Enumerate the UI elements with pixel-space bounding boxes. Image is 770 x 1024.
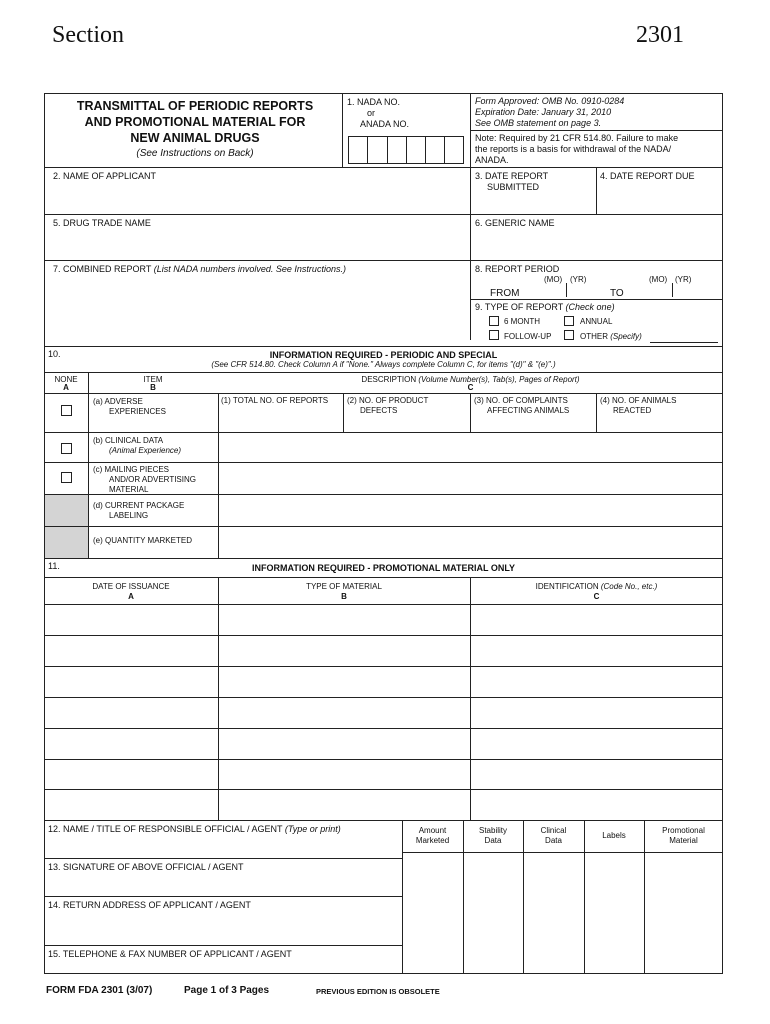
section-11-number: 11. xyxy=(48,561,60,571)
nada-or: or xyxy=(367,108,376,118)
promotional-material-cell[interactable] xyxy=(645,853,722,973)
col-item: ITEM xyxy=(143,375,163,384)
footer-form-id: FORM FDA 2301 (3/07) xyxy=(46,985,153,996)
to-yr: (YR) xyxy=(675,275,692,284)
field-applicant-name[interactable]: 2. NAME OF APPLICANT xyxy=(53,171,157,181)
none-gray-labeling xyxy=(45,495,88,526)
col-clinical-data-2: Data xyxy=(545,836,562,845)
stability-data-cell[interactable] xyxy=(464,853,522,973)
form-title-sub: (See Instructions on Back) xyxy=(136,148,254,159)
col-type-b: B xyxy=(341,592,347,601)
promo-row[interactable] xyxy=(45,636,722,666)
section-heading: Section xyxy=(52,22,124,48)
anada-label: ANADA NO. xyxy=(360,119,410,129)
item-clinical-1: (b) CLINICAL DATA xyxy=(93,436,164,445)
col-c: C xyxy=(467,383,474,392)
item-labeling-2: LABELING xyxy=(109,511,149,520)
field-trade-name[interactable]: 5. DRUG TRADE NAME xyxy=(53,218,151,228)
adverse-total-reports[interactable]: (1) TOTAL NO. OF REPORTS xyxy=(221,396,329,405)
col-amount-marketed-2: Marketed xyxy=(415,836,450,845)
field-generic-name[interactable]: 6. GENERIC NAME xyxy=(475,218,555,228)
col-stability-data-1: Stability xyxy=(478,826,507,835)
col-ident-c: C xyxy=(593,592,600,601)
official-name-label: 12. NAME / TITLE OF RESPONSIBLE OFFICIAL / AGENT xyxy=(48,824,283,834)
labeling-description-cell[interactable] xyxy=(219,495,722,526)
col-b: B xyxy=(150,383,156,392)
clinical-description-cell[interactable] xyxy=(219,433,722,462)
section-10-title: INFORMATION REQUIRED - PERIODIC AND SPECIAL xyxy=(269,350,498,360)
promo-row[interactable] xyxy=(45,605,722,635)
other-specify-line[interactable] xyxy=(650,342,718,343)
item-mailing-2: AND/OR ADVERTISING xyxy=(109,475,196,484)
none-gray-quantity xyxy=(45,527,88,558)
col-description-note: (Volume Number(s), Tab(s), Pages of Report) xyxy=(418,375,580,384)
promo-row[interactable] xyxy=(45,790,722,819)
option-other xyxy=(580,332,642,342)
from-yr: (YR) xyxy=(570,275,587,284)
col-type-material: TYPE OF MATERIAL xyxy=(306,582,382,591)
note-line1: Note: Required by 21 CFR 514.80. Failure to make xyxy=(475,133,679,143)
col-identification-note: (Code No., etc.) xyxy=(600,582,658,591)
col-labels: Labels xyxy=(602,831,626,840)
form-title-line3: NEW ANIMAL DRUGS xyxy=(130,131,260,145)
checkbox-other[interactable] xyxy=(564,330,574,340)
adverse-product-defects[interactable]: (2) NO. OF PRODUCT xyxy=(347,396,429,405)
option-follow-up: FOLLOW-UP xyxy=(504,332,552,341)
form-number-heading: 2301 xyxy=(636,22,684,48)
col-amount-marketed-1: Amount xyxy=(418,826,447,835)
adverse-animals-reacted-2: REACTED xyxy=(613,406,652,415)
form-title-line2: AND PROMOTIONAL MATERIAL FOR xyxy=(84,115,306,129)
col-a: A xyxy=(63,383,69,392)
item-mailing-1: (c) MAILING PIECES xyxy=(93,465,170,474)
item-labeling-1: (d) CURRENT PACKAGE xyxy=(93,501,185,510)
field-report-period: 8. REPORT PERIOD xyxy=(475,264,560,274)
checkbox-6-month[interactable] xyxy=(489,316,499,326)
omb-statement: See OMB statement on page 3. xyxy=(475,118,602,128)
col-stability-data-2: Data xyxy=(484,836,502,845)
field-telephone-fax[interactable]: 15. TELEPHONE & FAX NUMBER OF APPLICANT / AGENT xyxy=(48,949,292,959)
to-mo: (MO) xyxy=(649,275,668,284)
field-signature[interactable]: 13. SIGNATURE OF ABOVE OFFICIAL / AGENT xyxy=(48,862,244,872)
promo-row[interactable] xyxy=(45,698,722,728)
col-promotional-1: Promotional xyxy=(662,826,705,835)
from-label: FROM xyxy=(490,288,520,299)
form-title-line1: TRANSMITTAL OF PERIODIC REPORTS xyxy=(76,99,314,113)
adverse-product-defects-2: DEFECTS xyxy=(360,406,398,415)
col-promotional-2: Material xyxy=(669,836,698,845)
item-adverse-1: (a) ADVERSE xyxy=(93,397,143,406)
item-clinical-2: (Animal Experience) xyxy=(109,446,182,455)
field-report-type xyxy=(475,302,615,313)
amount-marketed-cell[interactable] xyxy=(403,853,462,973)
from-mo: (MO) xyxy=(544,275,563,284)
adverse-animals-reacted[interactable]: (4) NO. OF ANIMALS xyxy=(600,396,677,405)
option-6-month: 6 MONTH xyxy=(504,317,540,326)
option-other-label: OTHER xyxy=(580,332,608,341)
col-description-label: DESCRIPTION xyxy=(361,375,417,384)
quantity-description-cell[interactable] xyxy=(219,527,722,558)
report-type-note: (Check one) xyxy=(565,302,615,312)
to-label: TO xyxy=(610,288,624,299)
section-10-subtitle: (See CFR 514.80. Check Column A if "None." Always complete Column C, for items "(d)" & "(e)".) xyxy=(211,360,556,369)
field-return-address[interactable]: 14. RETURN ADDRESS OF APPLICANT / AGENT xyxy=(48,900,251,910)
option-annual: ANNUAL xyxy=(580,317,613,326)
none-checkbox-mailing[interactable] xyxy=(61,472,72,483)
promo-row[interactable] xyxy=(45,667,722,697)
footer-page: Page 1 of 3 Pages xyxy=(184,985,270,996)
col-none: NONE xyxy=(54,375,78,384)
clinical-data-cell[interactable] xyxy=(524,853,583,973)
field-official-name[interactable] xyxy=(48,824,341,835)
col-date-issuance: DATE OF ISSUANCE xyxy=(92,582,170,591)
item-mailing-3: MATERIAL xyxy=(109,485,149,494)
report-type-label: 9. TYPE OF REPORT xyxy=(475,302,564,312)
promo-row[interactable] xyxy=(45,760,722,789)
omb-approval: Form Approved: OMB No. 0910-0284 xyxy=(475,96,625,106)
item-adverse-2: EXPERIENCES xyxy=(109,407,166,416)
col-clinical-data-1: Clinical xyxy=(540,826,567,835)
section-10-number: 10. xyxy=(48,349,61,359)
item-quantity: (e) QUANTITY MARKETED xyxy=(93,536,192,545)
official-name-note: (Type or print) xyxy=(284,824,341,834)
none-checkbox-clinical[interactable] xyxy=(61,443,72,454)
field-date-submitted[interactable]: 3. DATE REPORT xyxy=(475,171,549,181)
promo-row[interactable] xyxy=(45,729,722,759)
option-other-note: (Specify) xyxy=(610,332,642,341)
omb-expiration: Expiration Date: January 31, 2010 xyxy=(475,107,612,117)
none-checkbox-adverse[interactable] xyxy=(61,405,72,416)
footer-obsolete: PREVIOUS EDITION IS OBSOLETE xyxy=(316,987,440,996)
col-identification xyxy=(470,582,723,592)
field-combined-report[interactable] xyxy=(53,264,346,275)
field-date-submitted-2: SUBMITTED xyxy=(487,182,540,192)
field-date-due[interactable]: 4. DATE REPORT DUE xyxy=(600,171,695,181)
note-line3: ANADA. xyxy=(475,155,509,165)
nada-label: 1. NADA NO. xyxy=(347,97,401,107)
adverse-complaints-2: AFFECTING ANIMALS xyxy=(487,406,570,415)
checkbox-annual[interactable] xyxy=(564,316,574,326)
col-date-a: A xyxy=(128,592,134,601)
checkbox-follow-up[interactable] xyxy=(489,330,499,340)
combined-report-note: (List NADA numbers involved. See Instructions.) xyxy=(153,264,346,274)
col-identification-label: IDENTIFICATION xyxy=(535,582,599,591)
adverse-complaints[interactable]: (3) NO. OF COMPLAINTS xyxy=(474,396,568,405)
labels-cell[interactable] xyxy=(585,853,643,973)
mailing-description-cell[interactable] xyxy=(219,463,722,494)
note-line2: the reports is a basis for withdrawal of the NADA/ xyxy=(475,144,672,154)
combined-report-label: 7. COMBINED REPORT xyxy=(53,264,152,274)
section-11-title: INFORMATION REQUIRED - PROMOTIONAL MATERIAL ONLY xyxy=(252,563,515,573)
